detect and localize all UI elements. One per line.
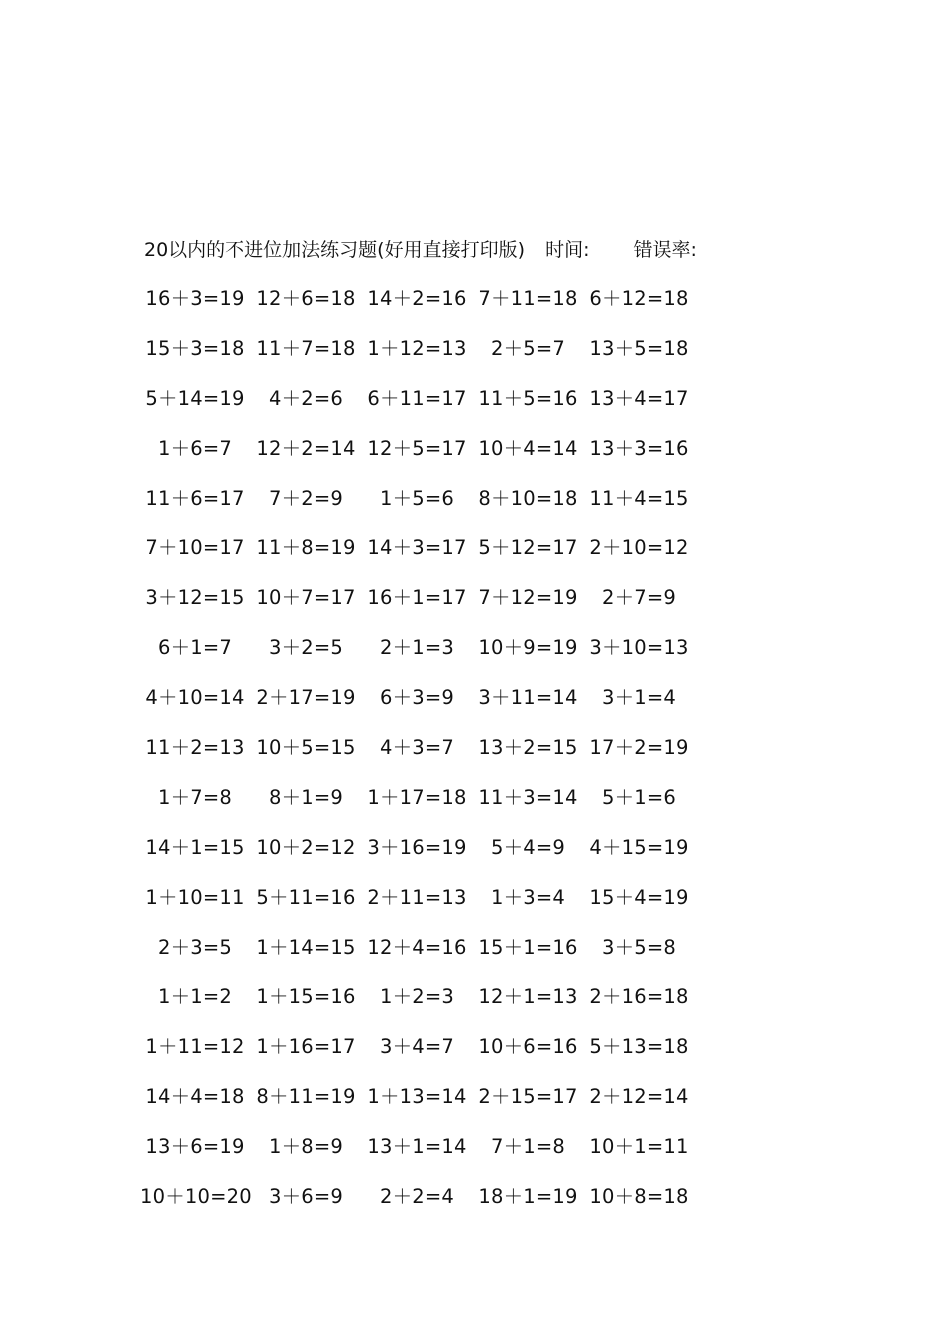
problem-row xyxy=(140,1180,704,1230)
addition-problem: 7＋1=8 xyxy=(490,1135,566,1159)
addition-problem: 7＋2=9 xyxy=(268,486,344,510)
addition-problem: 1＋10=11 xyxy=(145,885,245,909)
addition-problem: 14＋2=16 xyxy=(367,287,467,310)
problem-row xyxy=(144,931,704,981)
addition-problem: 10＋5=15 xyxy=(256,736,356,760)
problem-row xyxy=(144,282,704,332)
addition-problem: 16＋3=19 xyxy=(145,287,245,310)
addition-problem: 10＋6=16 xyxy=(478,1035,578,1059)
addition-problem: 2＋5=7 xyxy=(490,336,566,360)
addition-problem: 2＋7=9 xyxy=(601,586,677,610)
problem-row xyxy=(144,881,704,931)
addition-problem: 6＋12=18 xyxy=(589,287,689,310)
addition-problem: 1＋17=18 xyxy=(367,785,467,809)
addition-problem: 11＋7=18 xyxy=(256,336,356,360)
addition-problem: 5＋14=19 xyxy=(145,386,245,410)
addition-problem: 1＋8=9 xyxy=(268,1135,344,1159)
addition-problem: 8＋10=18 xyxy=(478,486,578,510)
addition-problem: 1＋16=17 xyxy=(256,1035,356,1059)
addition-problem: 8＋11=19 xyxy=(256,1085,356,1109)
addition-problem: 10＋2=12 xyxy=(256,835,356,859)
addition-problem: 11＋2=13 xyxy=(145,736,245,760)
addition-problem: 8＋1=9 xyxy=(268,785,344,809)
addition-problem: 2＋11=13 xyxy=(367,885,467,909)
worksheet-header xyxy=(144,234,697,266)
problem-row xyxy=(144,681,704,731)
addition-problem: 13＋2=15 xyxy=(478,736,578,760)
addition-problem: 15＋4=19 xyxy=(589,885,689,909)
addition-problem: 3＋2=5 xyxy=(268,636,344,660)
addition-problem: 3＋5=8 xyxy=(601,935,677,959)
addition-problem: 11＋5=16 xyxy=(478,386,578,410)
addition-problem: 3＋4=7 xyxy=(379,1035,455,1059)
addition-problem: 12＋5=17 xyxy=(367,436,467,460)
problem-row xyxy=(144,631,704,681)
problem-row xyxy=(144,980,704,1030)
addition-problem: 11＋4=15 xyxy=(589,486,689,510)
addition-problem: 1＋14=15 xyxy=(256,935,356,959)
problem-row xyxy=(144,332,704,382)
addition-problem: 1＋7=8 xyxy=(157,785,233,809)
addition-problem: 2＋10=12 xyxy=(589,536,689,560)
addition-problem: 4＋15=19 xyxy=(589,835,689,859)
addition-problem: 1＋5=6 xyxy=(379,486,455,510)
addition-problem: 13＋5=18 xyxy=(589,336,689,360)
problem-row xyxy=(144,531,704,581)
addition-problem: 10＋1=11 xyxy=(589,1135,689,1159)
addition-problem: 6＋1=7 xyxy=(157,636,233,660)
addition-problem: 7＋10=17 xyxy=(145,536,245,560)
addition-problem: 1＋13=14 xyxy=(367,1085,467,1109)
problem-row xyxy=(144,382,704,432)
addition-problem: 1＋2=3 xyxy=(379,985,455,1009)
addition-problem: 5＋1=6 xyxy=(601,785,677,809)
addition-problem: 7＋12=19 xyxy=(478,586,578,610)
addition-problem: 12＋4=16 xyxy=(367,935,467,959)
addition-problem: 2＋17=19 xyxy=(256,686,356,710)
addition-problem: 5＋11=16 xyxy=(256,885,356,909)
addition-problem: 10＋4=14 xyxy=(478,436,578,460)
problem-row xyxy=(144,1080,704,1130)
problem-row xyxy=(144,1030,704,1080)
addition-problem: 1＋6=7 xyxy=(157,436,233,460)
problem-row xyxy=(144,731,704,781)
addition-problem: 11＋6=17 xyxy=(145,486,245,510)
addition-problem: 1＋1=2 xyxy=(157,985,233,1009)
addition-problem: 14＋3=17 xyxy=(367,536,467,560)
addition-problem: 3＋1=4 xyxy=(601,686,677,710)
addition-problem: 15＋3=18 xyxy=(145,336,245,360)
addition-problem: 6＋11=17 xyxy=(367,386,467,410)
addition-problem: 2＋3=5 xyxy=(157,935,233,959)
addition-problem: 10＋7=17 xyxy=(256,586,356,610)
addition-problem: 2＋2=4 xyxy=(379,1185,455,1209)
addition-problem: 1＋11=12 xyxy=(145,1035,245,1059)
addition-problem: 10＋9=19 xyxy=(478,636,578,660)
addition-problem: 14＋4=18 xyxy=(145,1085,245,1109)
addition-problem: 7＋11=18 xyxy=(478,287,578,310)
addition-problem: 11＋8=19 xyxy=(256,536,356,560)
addition-problem: 13＋4=17 xyxy=(589,386,689,410)
addition-problem: 3＋10=13 xyxy=(589,636,689,660)
addition-problem: 3＋6=9 xyxy=(268,1185,344,1209)
time-label: 时间: xyxy=(545,239,590,261)
problem-row xyxy=(144,482,704,532)
addition-problem: 2＋1=3 xyxy=(379,636,455,660)
addition-problem: 5＋13=18 xyxy=(589,1035,689,1059)
addition-problem: 4＋2=6 xyxy=(268,386,344,410)
problem-row xyxy=(144,831,704,881)
addition-problem: 10＋10=20 xyxy=(140,1185,252,1209)
problem-grid xyxy=(140,282,704,1230)
addition-problem: 1＋12=13 xyxy=(367,336,467,360)
addition-problem: 4＋10=14 xyxy=(145,686,245,710)
addition-problem: 13＋6=19 xyxy=(145,1135,245,1159)
error-rate-label: 错误率: xyxy=(633,239,697,261)
addition-problem: 5＋4=9 xyxy=(490,835,566,859)
addition-problem: 2＋12=14 xyxy=(589,1085,689,1109)
addition-problem: 1＋3=4 xyxy=(490,885,566,909)
addition-problem: 18＋1=19 xyxy=(478,1185,578,1209)
addition-problem: 2＋16=18 xyxy=(589,985,689,1009)
addition-problem: 16＋1=17 xyxy=(367,586,467,610)
addition-problem: 15＋1=16 xyxy=(478,935,578,959)
addition-problem: 12＋6=18 xyxy=(256,287,356,310)
problem-row xyxy=(144,1130,704,1180)
addition-problem: 1＋15=16 xyxy=(256,985,356,1009)
addition-problem: 2＋15=17 xyxy=(478,1085,578,1109)
addition-problem: 12＋1=13 xyxy=(478,985,578,1009)
addition-problem: 4＋3=7 xyxy=(379,736,455,760)
problem-row xyxy=(144,581,704,631)
addition-problem: 12＋2=14 xyxy=(256,436,356,460)
worksheet-title: 20以内的不进位加法练习题(好用直接打印版) xyxy=(144,239,526,261)
addition-problem: 14＋1=15 xyxy=(145,835,245,859)
addition-problem: 17＋2=19 xyxy=(589,736,689,760)
addition-problem: 3＋11=14 xyxy=(478,686,578,710)
addition-problem: 10＋8=18 xyxy=(589,1185,689,1209)
addition-problem: 5＋12=17 xyxy=(478,536,578,560)
addition-problem: 13＋1=14 xyxy=(367,1135,467,1159)
addition-problem: 13＋3=16 xyxy=(589,436,689,460)
addition-problem: 11＋3=14 xyxy=(478,785,578,809)
problem-row xyxy=(144,432,704,482)
addition-problem: 3＋16=19 xyxy=(367,835,467,859)
addition-problem: 6＋3=9 xyxy=(379,686,455,710)
problem-row xyxy=(144,781,704,831)
addition-problem: 3＋12=15 xyxy=(145,586,245,610)
